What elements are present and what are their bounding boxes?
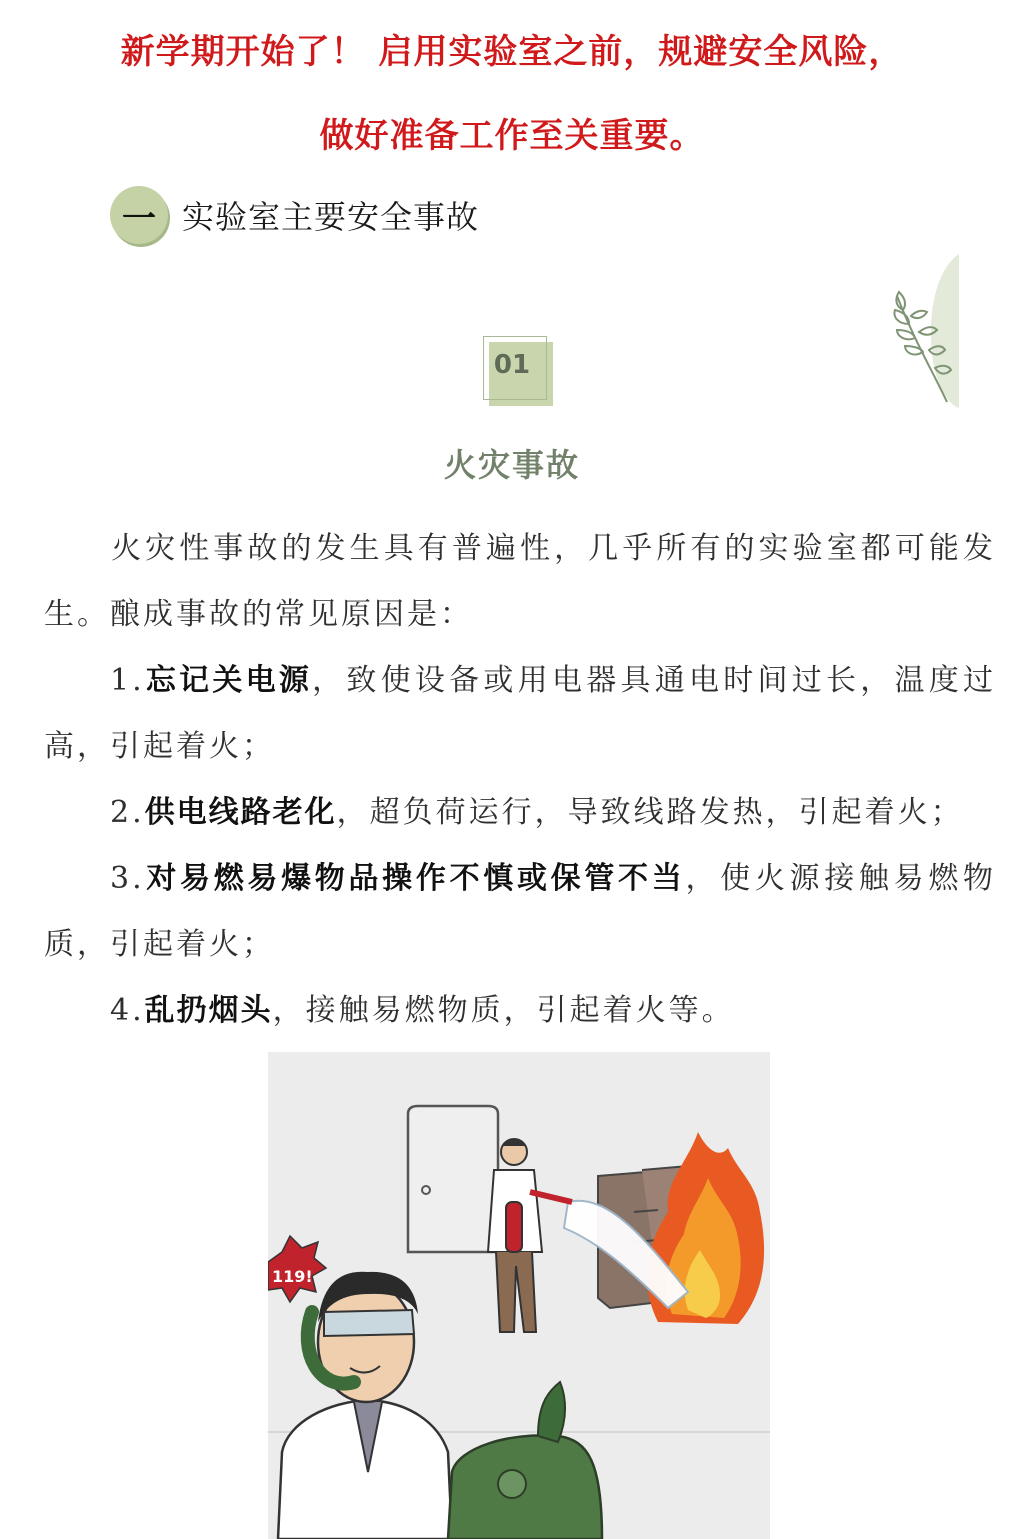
section-heading (110, 186, 479, 244)
section-title: 实验室主要安全事故 (182, 198, 480, 236)
alarm-text: 119! (272, 1267, 313, 1286)
cause-2-number: 2. (110, 795, 145, 830)
cause-1-text: ，致使设备或用电器具通电时间过长，温度过高，引起着火； (44, 663, 997, 764)
cause-4-number: 4. (110, 993, 145, 1028)
section-number: 一 (122, 198, 156, 239)
cause-3 (44, 846, 996, 978)
intro-text: 火灾性事故的发生具有普遍性，几乎所有的实验室都可能发生。酿成事故的常见原因是： (44, 531, 996, 632)
cause-4 (44, 978, 996, 1044)
headline-line-2: 做好准备工作至关重要。 (319, 116, 705, 156)
cause-1 (44, 648, 996, 780)
cause-2-keyword: 供电线路老化 (144, 795, 337, 830)
item-number: 01 (493, 350, 531, 380)
leaf-decoration-icon (893, 252, 959, 408)
cause-4-keyword: 乱扔烟头 (144, 993, 273, 1028)
cause-3-number: 3. (110, 861, 145, 896)
intro-paragraph (44, 516, 996, 648)
cause-4-text: ，接触易燃物质，引起着火等。 (272, 993, 735, 1028)
fire-illustration (268, 1052, 770, 1539)
cause-1-keyword: 忘记关电源 (144, 663, 313, 698)
cause-3-keyword: 对易燃易爆物品操作不慎或保管不当 (144, 861, 686, 896)
item-number-badge (483, 336, 553, 406)
cause-1-number: 1. (110, 663, 145, 698)
cause-3-text: ，使火源接触易燃物质，引起着火； (44, 861, 997, 962)
item-title: 火灾事故 (443, 446, 580, 484)
door-shape (408, 1106, 498, 1252)
section-number-badge (110, 186, 168, 244)
cause-2-text: ，超负荷运行，导致线路发热，引起着火； (336, 795, 964, 830)
cause-2 (44, 780, 996, 846)
headline-line-1: 新学期开始了！ 启用实验室之前，规避安全风险， (120, 32, 904, 72)
